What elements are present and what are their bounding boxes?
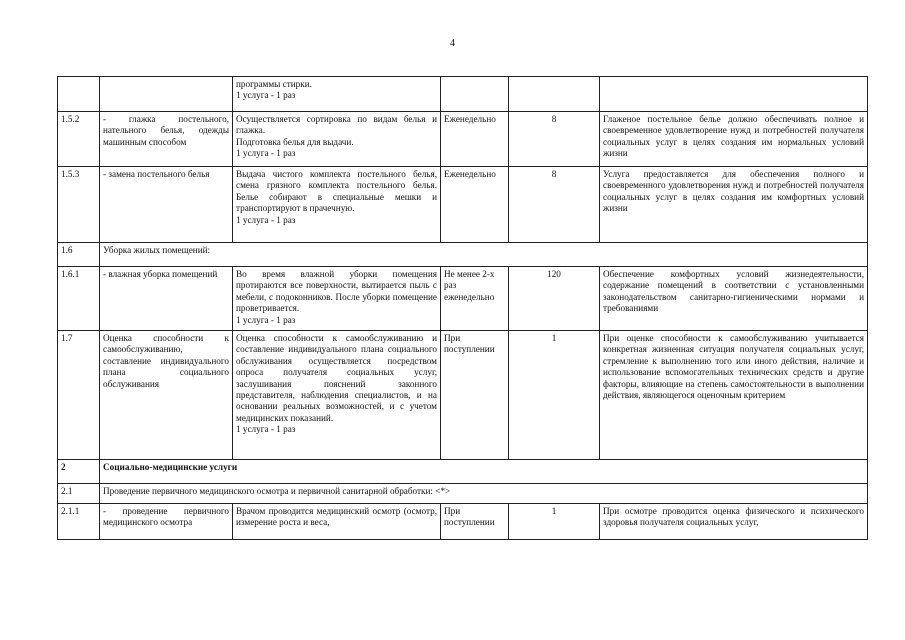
service-name: - глажка постельного, нательного белья, одежды машинным способом [100, 112, 233, 167]
service-name: - влажная уборка помещений [100, 267, 233, 331]
service-name: - замена постельного белья [100, 167, 233, 243]
content-line: Врачом проводится медицинский осмотр (осмотр, измерение роста и веса, [236, 506, 437, 528]
section-title: Уборка жилых помещений: [100, 243, 868, 267]
content-line: 1 услуга - 1 раз [236, 214, 296, 225]
service-content [233, 112, 441, 167]
content-line: Осуществляется сортировка по видам белья и глажка. [236, 114, 437, 136]
service-volume [509, 77, 600, 112]
row-code: 2.1 [58, 484, 100, 504]
service-name [100, 77, 233, 112]
service-period: Еженедельно [441, 112, 509, 167]
table-row [58, 331, 868, 460]
service-content [233, 77, 441, 112]
row-code: 1.7 [58, 331, 100, 460]
row-code: 1.5.3 [58, 167, 100, 243]
service-volume: 1 [509, 504, 600, 540]
section-row [58, 243, 868, 267]
service-name: - проведение первичного медицинского осмотра [100, 504, 233, 540]
service-volume: 1 [509, 331, 600, 460]
row-code: 1.5.2 [58, 112, 100, 167]
service-period: При поступлении [441, 504, 509, 540]
row-code: 1.6 [58, 243, 100, 267]
service-period: Не менее 2-х раз еженедельно [441, 267, 509, 331]
row-code [58, 77, 100, 112]
row-code: 2 [58, 460, 100, 484]
content-line: 1 услуга - 1 раз [236, 148, 296, 159]
section-title: Проведение первичного медицинского осмотра и первичной санитарной обработки: <*> [100, 484, 868, 504]
content-line: Оценка способности к самообслуживанию и составление индивидуального плана социального обслуживания осуществляется посредством опроса получателя социальных услуг, заслушивания пояснений законного представителя, наблюдения специалистов, и на основании реальных возможностей, и с учетом медицинских показаний. [236, 333, 437, 423]
service-content [233, 504, 441, 540]
content-line: Выдача чистого комплекта постельного белья, смена грязного комплекта постельного белья. Белье собирают в специальные мешки и транспортируют в прачечную. [236, 169, 437, 214]
content-line: 1 услуга - 1 раз [236, 424, 296, 435]
table-row [58, 77, 868, 112]
section-row [58, 460, 868, 484]
service-volume: 8 [509, 112, 600, 167]
content-line: 1 услуга - 1 раз [236, 90, 296, 101]
quality-criteria: Услуга предоставляется для обеспечения полного и своевременного удовлетворения нужд и потребностей получателя социальных услуг в целях создания им комфортных условий жизни [600, 167, 868, 243]
service-volume: 8 [509, 167, 600, 243]
table-body [58, 77, 868, 540]
service-content [233, 167, 441, 243]
service-content [233, 267, 441, 331]
table-row [58, 167, 868, 243]
page-number: 4 [450, 38, 455, 49]
content-line: Подготовка белья для выдачи. [236, 136, 354, 147]
service-content [233, 331, 441, 460]
quality-criteria [600, 77, 868, 112]
service-period [441, 77, 509, 112]
row-code: 1.6.1 [58, 267, 100, 331]
table-row [58, 112, 868, 167]
content-line: Во время влажной уборки помещения протираются все поверхности, вытирается пыль с мебели, с подоконников. После уборки помещение проветривается. [236, 269, 437, 314]
service-volume: 120 [509, 267, 600, 331]
quality-criteria: Глаженое постельное белье должно обеспечивать полное и своевременное удовлетворение нужд и потребностей получателя социальных услуг в целях создания им нормальных условий жизни [600, 112, 868, 167]
content-line: программы стирки. [236, 79, 312, 89]
content-line: 1 услуга - 1 раз [236, 314, 296, 325]
service-period: Еженедельно [441, 167, 509, 243]
service-name: Оценка способности к самообслуживанию, составление индивидуального плана социального обслуживания [100, 331, 233, 460]
services-table [57, 76, 868, 540]
table-row [58, 267, 868, 331]
section-row [58, 484, 868, 504]
row-code: 2.1.1 [58, 504, 100, 540]
quality-criteria: Обеспечение комфортных условий жизнедеятельности, содержание помещений в соответствии с установленными законодательством санитарно-гигиеническими нормами и требованиями [600, 267, 868, 331]
table-row [58, 504, 868, 540]
quality-criteria: При оценке способности к самообслуживанию учитывается конкретная жизненная ситуация получателя социальных услуг, стремление к выполнению того или иного действия, наличие и использование вспомогательных технических средств и другие факторы, влияющие на степень самостоятельности в выполнении действия, являющегося оценочным критерием [600, 331, 868, 460]
service-period: При поступлении [441, 331, 509, 460]
quality-criteria: При осмотре проводится оценка физического и психического здоровья получателя социальных услуг, [600, 504, 868, 540]
section-title: Социально-медицинские услуги [100, 460, 868, 484]
